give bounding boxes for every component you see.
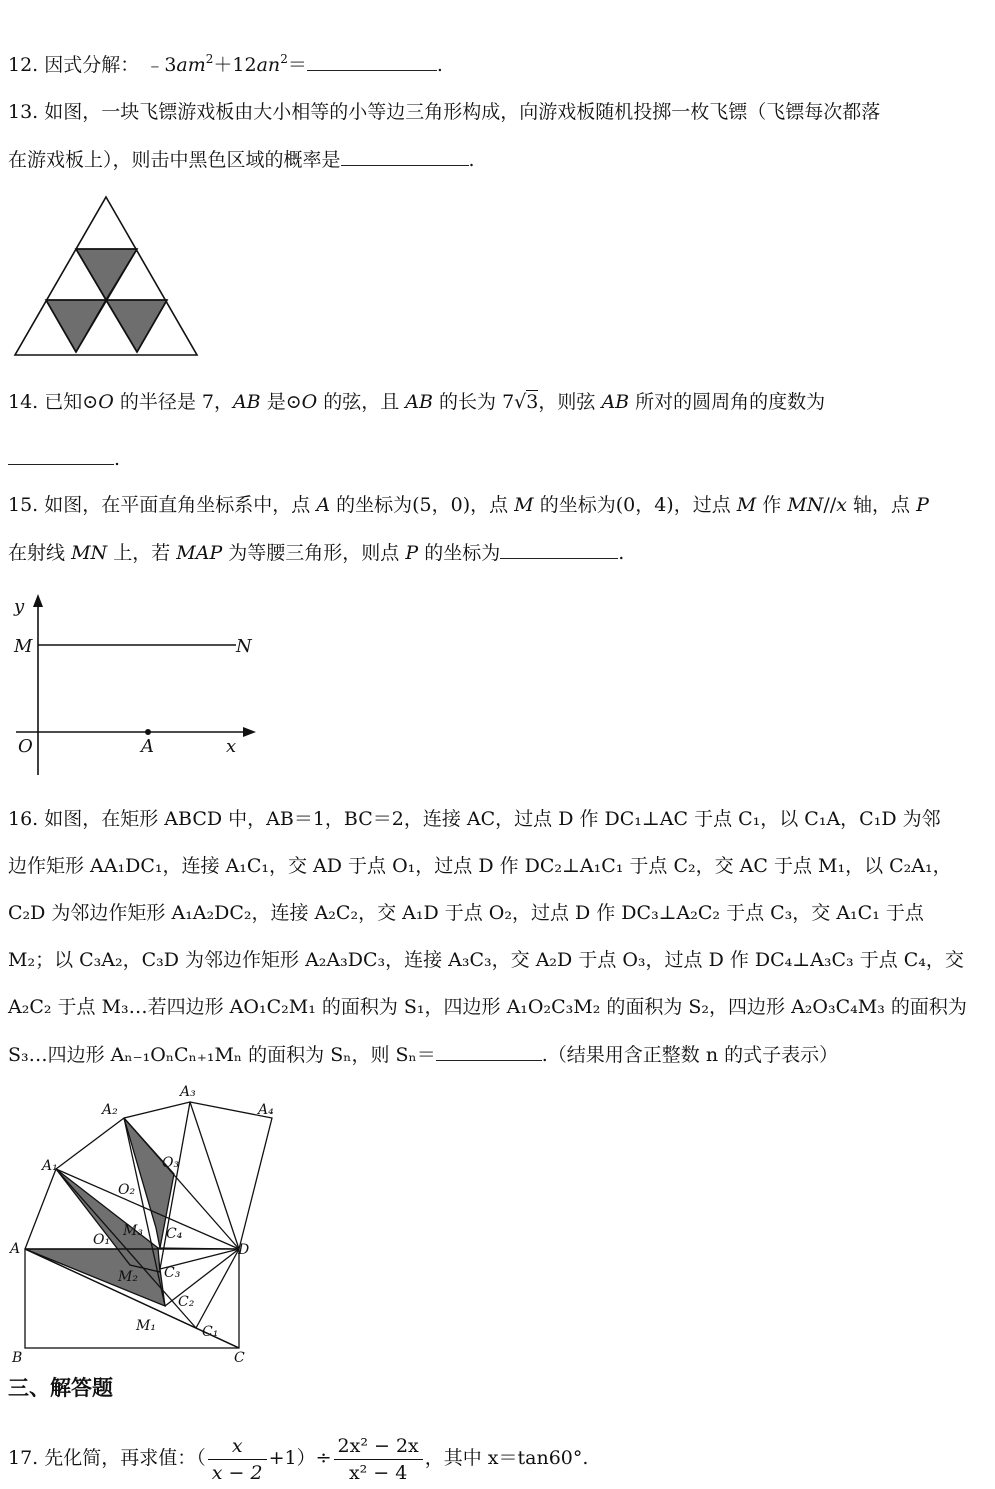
fraction-1: $\frac{x}{x - 2}$: [208, 1433, 267, 1486]
y-axis-arrow: [33, 594, 43, 607]
black-triangle-right: [106, 300, 167, 352]
label-A: A: [10, 1241, 21, 1257]
label-B: B: [12, 1350, 23, 1366]
question-13-line1: 13. 如图，一块飞镖游戏板由大小相等的小等边三角形构成，向游戏板随机投掷一枚飞镖（飞镖每次都落: [8, 101, 881, 123]
question-14-blank-line: .: [8, 446, 120, 471]
label-O1: O₁: [93, 1232, 111, 1248]
label-C4: C₄: [166, 1226, 183, 1242]
question-16-line3: C₂D 为邻边作矩形 A₁A₂DC₂，连接 A₂C₂，交 A₁D 于点 O₂，过点 D 作 DC₃⊥A₂C₂ 于点 C₃，交 A₁C₁ 于点: [8, 902, 924, 924]
label-C3: C₃: [164, 1265, 181, 1281]
rectangle-sequence-figure: [8, 1078, 298, 1368]
question-14: 14. 已知⊙O 的半径是 7，AB 是⊙O 的弦，且 AB 的长为 7√3，则弦 AB 所对的圆周角的度数为: [8, 391, 826, 413]
label-N: N: [236, 636, 252, 657]
answer-blank-15[interactable]: [500, 540, 618, 559]
label-A1: A₁: [42, 1158, 58, 1174]
question-15-line2: 在射线 MN 上，若 MAP 为等腰三角形，则点 P 的坐标为 .: [8, 542, 625, 564]
label-O3: O₃: [162, 1155, 180, 1171]
question-15-line1: 15. 如图，在平面直角坐标系中，点 A 的坐标为(5，0)，点 M 的坐标为(0，4)，过点 M 作 MN//x 轴，点 P: [8, 494, 929, 516]
x-axis-arrow: [243, 727, 256, 737]
question-16-line2: 边作矩形 AA₁DC₁，连接 A₁C₁，交 AD 于点 O₁，过点 D 作 DC₂⊥A₁C₁ 于点 C₂，交 AC 于点 M₁，以 C₂A₁，: [8, 855, 952, 877]
label-M3: M₃: [123, 1223, 143, 1239]
label-A4: A₄: [258, 1102, 274, 1118]
label-C1: C₁: [202, 1324, 219, 1340]
label-C2: C₂: [178, 1294, 195, 1310]
label-D: D: [238, 1242, 250, 1258]
question-16-line1: 16. 如图，在矩形 ABCD 中，AB＝1，BC＝2，连接 AC，过点 D 作 DC₁⊥AC 于点 C₁，以 C₁A，C₁D 为邻: [8, 808, 941, 830]
dartboard-figure: [10, 192, 210, 362]
label-A3: A₃: [180, 1084, 196, 1100]
answer-blank-12[interactable]: [307, 52, 437, 71]
question-17: 17. 先化简，再求值：（ $\frac{x}{x - 2}$ +1）÷ $\frac{\text{2x² − 2x}}{\text{x² − 4}}$ ，其中 x＝tan60°.: [8, 1434, 589, 1484]
label-A2: A₂: [102, 1102, 118, 1118]
fraction-2: $\frac{\text{2x² − 2x}}{\text{x² − 4}}$: [334, 1433, 423, 1486]
black-triangle-left: [46, 300, 106, 352]
point-A: [145, 729, 151, 735]
label-C: C: [234, 1350, 245, 1366]
answer-blank-13[interactable]: [341, 147, 469, 166]
question-16-line5: A₂C₂ 于点 M₃…若四边形 AO₁C₂M₁ 的面积为 S₁，四边形 A₁O₂C₃M₂ 的面积为 S₂，四边形 A₂O₃C₄M₃ 的面积为: [8, 996, 967, 1018]
label-O: O: [18, 736, 33, 757]
question-16-line4: M₂；以 C₃A₂，C₃D 为邻边作矩形 A₂A₃DC₃，连接 A₃C₃，交 A₂D 于点 O₃，过点 D 作 DC₄⊥A₃C₃ 于点 C₄，交: [8, 949, 964, 971]
section-heading: 三、解答题: [8, 1376, 113, 1400]
label-M2: M₂: [118, 1269, 138, 1285]
label-M: M: [14, 636, 33, 657]
question-16-line6: S₃…四边形 Aₙ₋₁OₙCₙ₊₁Mₙ 的面积为 Sₙ，则 Sₙ＝ .（结果用含正整数 n 的式子表示）: [8, 1044, 839, 1066]
coordinate-figure: [8, 590, 268, 780]
label-A: A: [141, 736, 154, 757]
question-13-line2: 在游戏板上），则击中黑色区域的概率是 .: [8, 149, 475, 171]
question-12: 12. 因式分解： $﹣3am^2+12an^2=$ .: [8, 52, 443, 76]
label-y: y: [14, 596, 25, 617]
label-M1: M₁: [136, 1318, 156, 1334]
label-x: x: [226, 736, 237, 757]
sqrt-symbol: √: [514, 391, 527, 413]
label-O2: O₂: [118, 1182, 136, 1198]
black-triangle-top: [76, 249, 137, 300]
answer-blank-14[interactable]: [8, 446, 114, 465]
answer-blank-16[interactable]: [436, 1042, 542, 1061]
